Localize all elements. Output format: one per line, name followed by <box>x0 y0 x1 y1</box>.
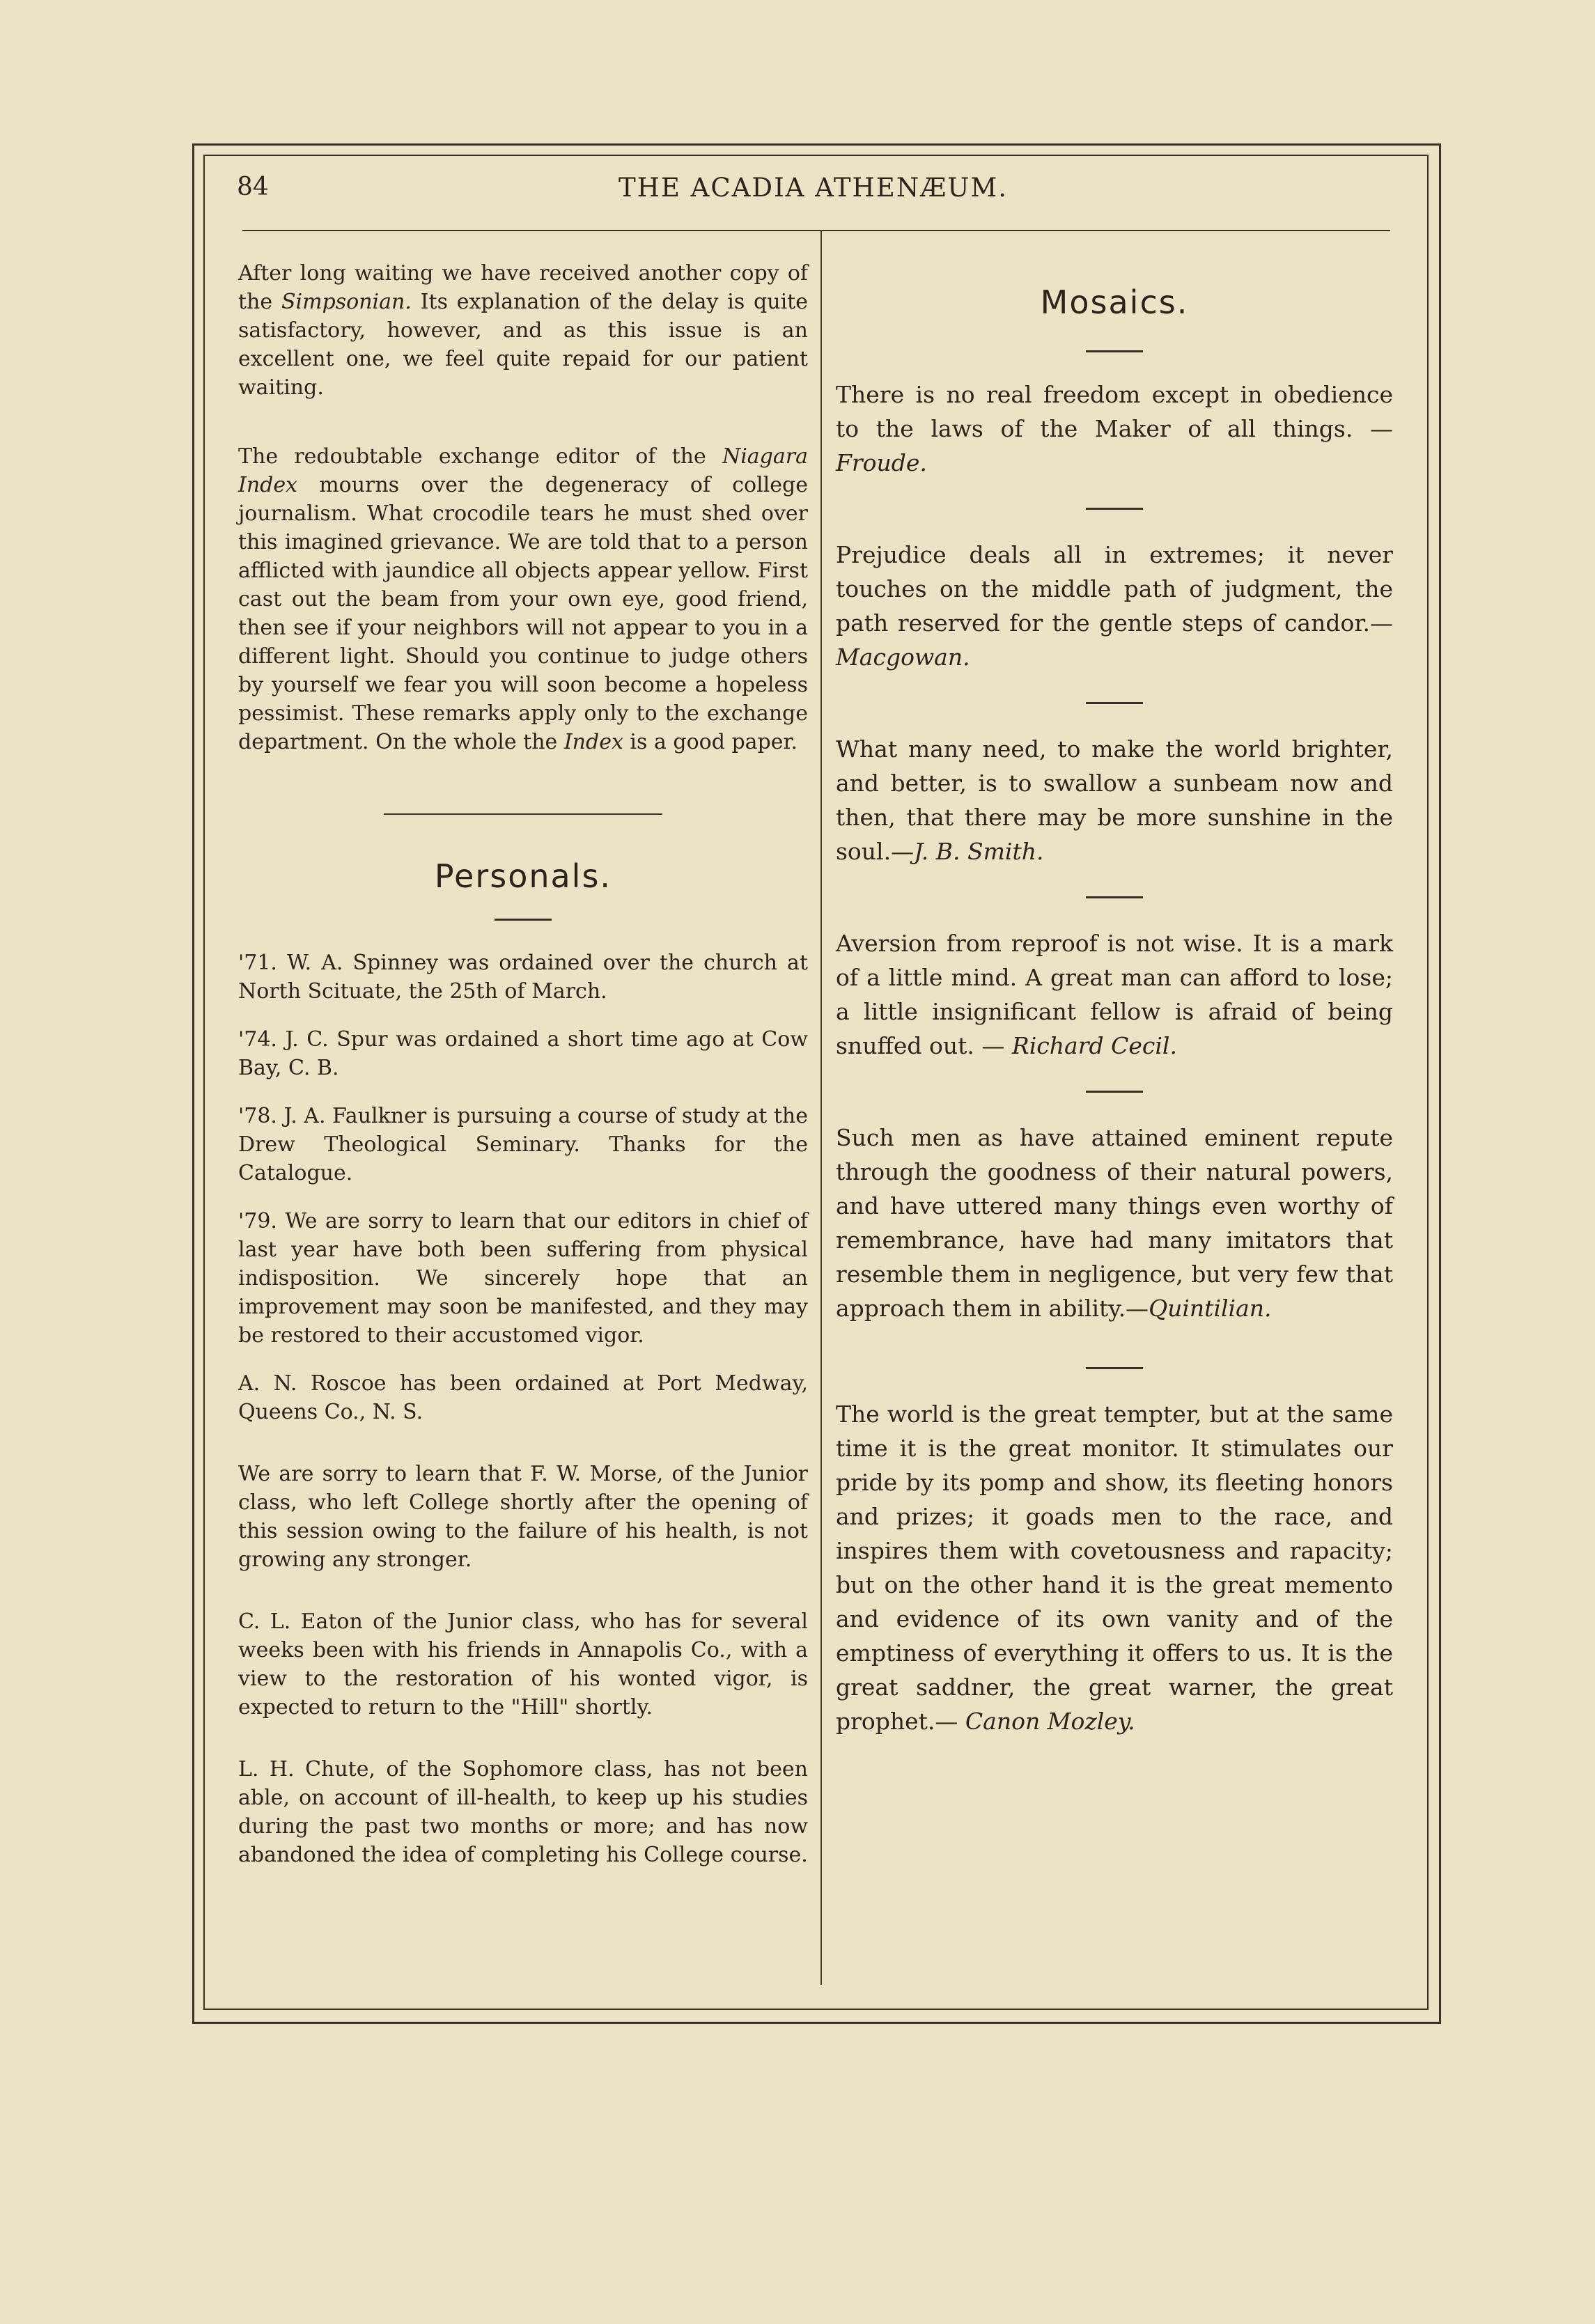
quote <box>836 732 1393 868</box>
periodical-name: Simpsonian. <box>281 290 412 314</box>
personal-item: '71. W. A. Spinney was ordained over the church at North Scituate, the 25th of March. <box>238 951 808 1004</box>
quote-attribution: Canon Mozley. <box>965 1708 1135 1735</box>
personal-item: '79. We are sorry to learn that our editors in chief of last year have both been suffering from physical indisposition. We sincerely hope that an improvement may soon be manifested, and they may be restored to their accustomed vigor. <box>238 1209 808 1348</box>
page-number: 84 <box>237 173 269 201</box>
quote-text: Prejudice deals all in extremes; it never touches on the middle path of judgment, the path reserved for the gentle steps of candor.— <box>836 541 1393 637</box>
quote <box>836 1397 1393 1738</box>
header-rule <box>242 230 1390 231</box>
quote <box>836 377 1393 480</box>
quote-attribution: Quintilian. <box>1149 1295 1272 1322</box>
personal-item: L. H. Chute, of the Sophomore class, has not been able, on account of ill-health, to keep up his studies during the past two months or more; and has now abandoned the idea of completing his College course. <box>238 1757 808 1867</box>
quote-attribution: J. B. Smith. <box>914 838 1044 865</box>
quote-divider <box>1086 896 1143 898</box>
quote-divider <box>1086 508 1143 510</box>
column-divider <box>820 230 822 1985</box>
left-column <box>238 259 808 1889</box>
quote-attribution: Richard Cecil. <box>1011 1032 1177 1059</box>
journal-title: THE ACADIA ATHENÆUM. <box>618 173 1009 203</box>
personal-item: A. N. Roscoe has been ordained at Port Medway, Queens Co., N. S. <box>238 1371 808 1424</box>
quote-attribution: —Froude. <box>836 415 1393 476</box>
quote-attribution: Macgowan. <box>836 644 970 671</box>
periodical-name: Index <box>563 730 623 754</box>
quote-divider <box>1086 1367 1143 1369</box>
exchange-text: is a good paper. <box>623 730 798 754</box>
quote <box>836 538 1393 674</box>
running-header <box>237 173 1390 208</box>
heading-rule <box>1086 350 1143 352</box>
personal-item: We are sorry to learn that F. W. Morse, of the Junior class, who left College shortly after the opening of this session owing to the failure of his health, is not growing any stronger. <box>238 1462 808 1572</box>
quote-divider <box>1086 1091 1143 1093</box>
personal-item: C. L. Eaton of the Junior class, who has for several weeks been with his friends in Annapolis Co., with a view to the restoration of his wonted vigor, is expected to return to the "Hill" shortly. <box>238 1609 808 1719</box>
quote <box>836 1121 1393 1325</box>
periodical-name: Niagara Index <box>238 444 808 497</box>
exchange-text: The redoubtable exchange editor of the <box>238 444 722 469</box>
quote-text: What many need, to make the world brighter, and better, is to swallow a sunbeam now and then, that there may be more sunshine in the soul.— <box>836 735 1393 865</box>
exchange-text: After long waiting we have received another copy of the <box>238 261 808 314</box>
heading-rule <box>495 919 552 921</box>
personal-item: '74. J. C. Spur was ordained a short time ago at Cow Bay, C. B. <box>238 1027 808 1080</box>
quote-text: Aversion from reproof is not wise. It is a mark of a little mind. A great man can afford to lose; a little insignificant fellow is afraid of being snuffed out. — <box>836 930 1393 1059</box>
personals-heading: Personals. <box>434 857 612 895</box>
exchange-text: Its explanation of the delay is quite satisfactory, however, and as this issue is an excellent one, we feel quite repaid for our patient waiting. <box>238 290 808 400</box>
right-column <box>836 283 1393 1738</box>
quote <box>836 926 1393 1063</box>
exchange-text: mourns over the degeneracy of college journalism. What crocodile tears he must shed over this imagined grievance. We are told that to a person afflicted with jaundice all objects appear yellow. First cast out the beam from your own eye, good friend, then see if your neighbors will not appear to you in a different light. Should you continue to judge others by yourself we fear you will soon become a hopeless pessimist. These remarks apply only to the exchange department. On the whole the <box>238 473 808 754</box>
quote-divider <box>1086 702 1143 704</box>
exchange-paragraph <box>238 442 808 756</box>
section-divider <box>384 813 662 815</box>
quote-text: Such men as have attained eminent repute through the goodness of their natural powers, and have uttered many things even worthy of remembrance, have had many imitators that resemble them in negligence, but very few that approach them in ability.— <box>836 1124 1393 1322</box>
mosaics-heading: Mosaics. <box>1040 283 1189 321</box>
quote-text: There is no real freedom except in obedience to the laws of the Maker of all things. <box>836 381 1393 442</box>
exchange-paragraph <box>238 259 808 402</box>
quote-text: The world is the great tempter, but at the same time it is the great monitor. It stimulates our pride by its pomp and show, its fleeting honors and prizes; it goads men to the race, and inspires them with covetousness and rapacity; but on the other hand it is the great memento and evidence of its own vanity and of the emptiness of everything it offers to us. It is the great saddner, the great warner, the great prophet.— <box>836 1401 1393 1735</box>
personal-item: '78. J. A. Faulkner is pursuing a course of study at the Drew Theological Seminary. Thanks for the Catalogue. <box>238 1104 808 1185</box>
